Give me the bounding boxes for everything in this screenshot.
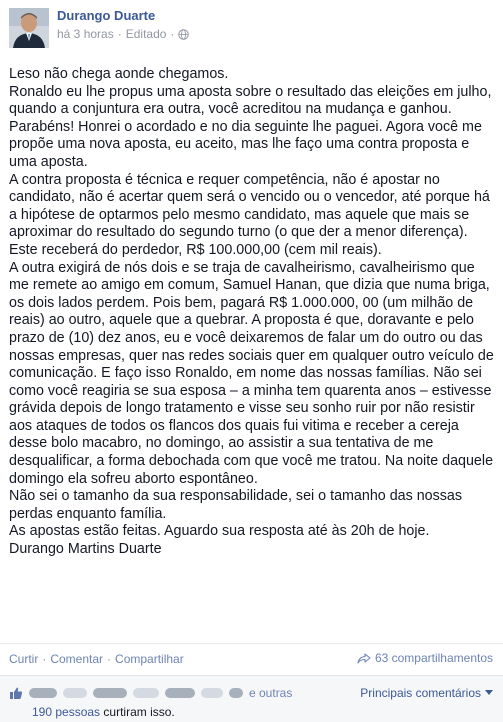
likers-row	[9, 686, 292, 700]
blurred-name[interactable]	[93, 688, 127, 698]
meta-separator-2: ·	[170, 27, 175, 41]
avatar[interactable]	[9, 8, 49, 48]
globe-icon[interactable]	[178, 29, 189, 40]
action-dot-2: ·	[107, 652, 112, 666]
edited-label[interactable]: Editado	[125, 27, 167, 41]
post-paragraph: Não sei o tamanho da sua responsabilidade, sei o tamanho das nossas perdas enquanto família.	[9, 488, 463, 522]
divider	[0, 643, 503, 644]
like-count	[32, 705, 175, 719]
blurred-name[interactable]	[229, 688, 243, 698]
others-link[interactable]: e outras	[249, 686, 293, 700]
comment-button[interactable]: Comentar	[50, 652, 104, 666]
blurred-name[interactable]	[63, 688, 87, 698]
shares-count[interactable]	[357, 651, 493, 665]
post-meta	[57, 27, 189, 41]
likes-box	[0, 675, 503, 722]
blurred-name[interactable]	[201, 688, 223, 698]
blurred-name[interactable]	[133, 688, 159, 698]
like-count-number[interactable]: 190 pessoas	[32, 705, 101, 719]
post-paragraph: Ronaldo eu lhe propus uma aposta sobre o resultado das eleições em julho, quando a conjuntura era outra, você acreditou na mudança e ganhou.	[9, 83, 492, 118]
avatar-photo	[9, 8, 49, 48]
main-comments-dropdown[interactable]	[360, 686, 493, 700]
author-name[interactable]: Durango Duarte	[57, 8, 156, 23]
shares-count-label: 63 compartilhamentos	[374, 651, 493, 665]
like-button[interactable]: Curtir	[9, 652, 39, 666]
post-header	[9, 8, 489, 52]
post-actions	[9, 652, 184, 666]
post-paragraph: Leso não chega aonde chegamos.	[9, 66, 229, 82]
share-button[interactable]: Compartilhar	[115, 652, 184, 666]
meta-separator: ·	[117, 27, 122, 41]
post-paragraph: Parabéns! Honrei o acordado e no dia seguinte lhe paguei. Agora você me propõe uma nova aposta, eu aceito, mas lhe faço uma contra proposta e uma aposta.	[9, 118, 482, 170]
post-paragraph: A outra exigirá de nós dois e se traja de cavalheirismo, cavalheirismo que me remete ao amigo em comum, Samuel Hanan, que dizia que numa briga, os dois lados perdem. Pois bem, pagará R$ 1.000.000, 00 (um milhão de reais) ao outro, aquele que a quebrar. A proposta é que, doravante e pelo prazo de (10) dez anos, eu e você deixaremos de falar um do outro ou das nossas empresas, quer nas redes sociais quer em qualquer outro veículo de comunicação. E faço isso Ronaldo, em nome das nossas famílias. Não sei como você reagiria se sua esposa – a minha tem quarenta anos – estivesse grávida depois de longo tratamento e visse seu sonho ruir por não resistir aos ataques de todos os flancos dos quais fui vitima e receber a cereja desse bolo macabro, no domingo, ao assistir a sua tentativa de me desqualificar, a forma debochada com que você me tratou. Na noite daquele domingo ela sofreu aborto espontâneo.	[9, 259, 494, 487]
post-paragraph: A contra proposta é técnica e requer competência, não é apostar no candidato, não é acertar quem será o vencido ou o vencedor, até porque há a hipótese de optarmos pelo mesmo candidato, mas aquele que mais se aproximar do resultado do segundo turno (o que der a menor diferença). Este receberá do perdedor, R$ 100.000,00 (cem mil reais).	[9, 171, 490, 258]
post-time[interactable]: há 3 horas	[57, 27, 114, 41]
blurred-name[interactable]	[29, 688, 57, 698]
action-dot: ·	[42, 652, 47, 666]
post-signature: Durango Martins Duarte	[9, 541, 162, 558]
thumbs-up-icon	[9, 686, 23, 700]
post-body	[9, 66, 497, 559]
post-paragraph: As apostas estão feitas. Aguardo sua resposta até às 20h de hoje.	[9, 523, 430, 540]
main-comments-label: Principais comentários	[360, 686, 481, 700]
share-arrow-icon	[357, 653, 371, 664]
blurred-name[interactable]	[165, 688, 195, 698]
caret-down-icon	[485, 690, 493, 696]
like-count-text: curtiram isso.	[103, 705, 175, 719]
